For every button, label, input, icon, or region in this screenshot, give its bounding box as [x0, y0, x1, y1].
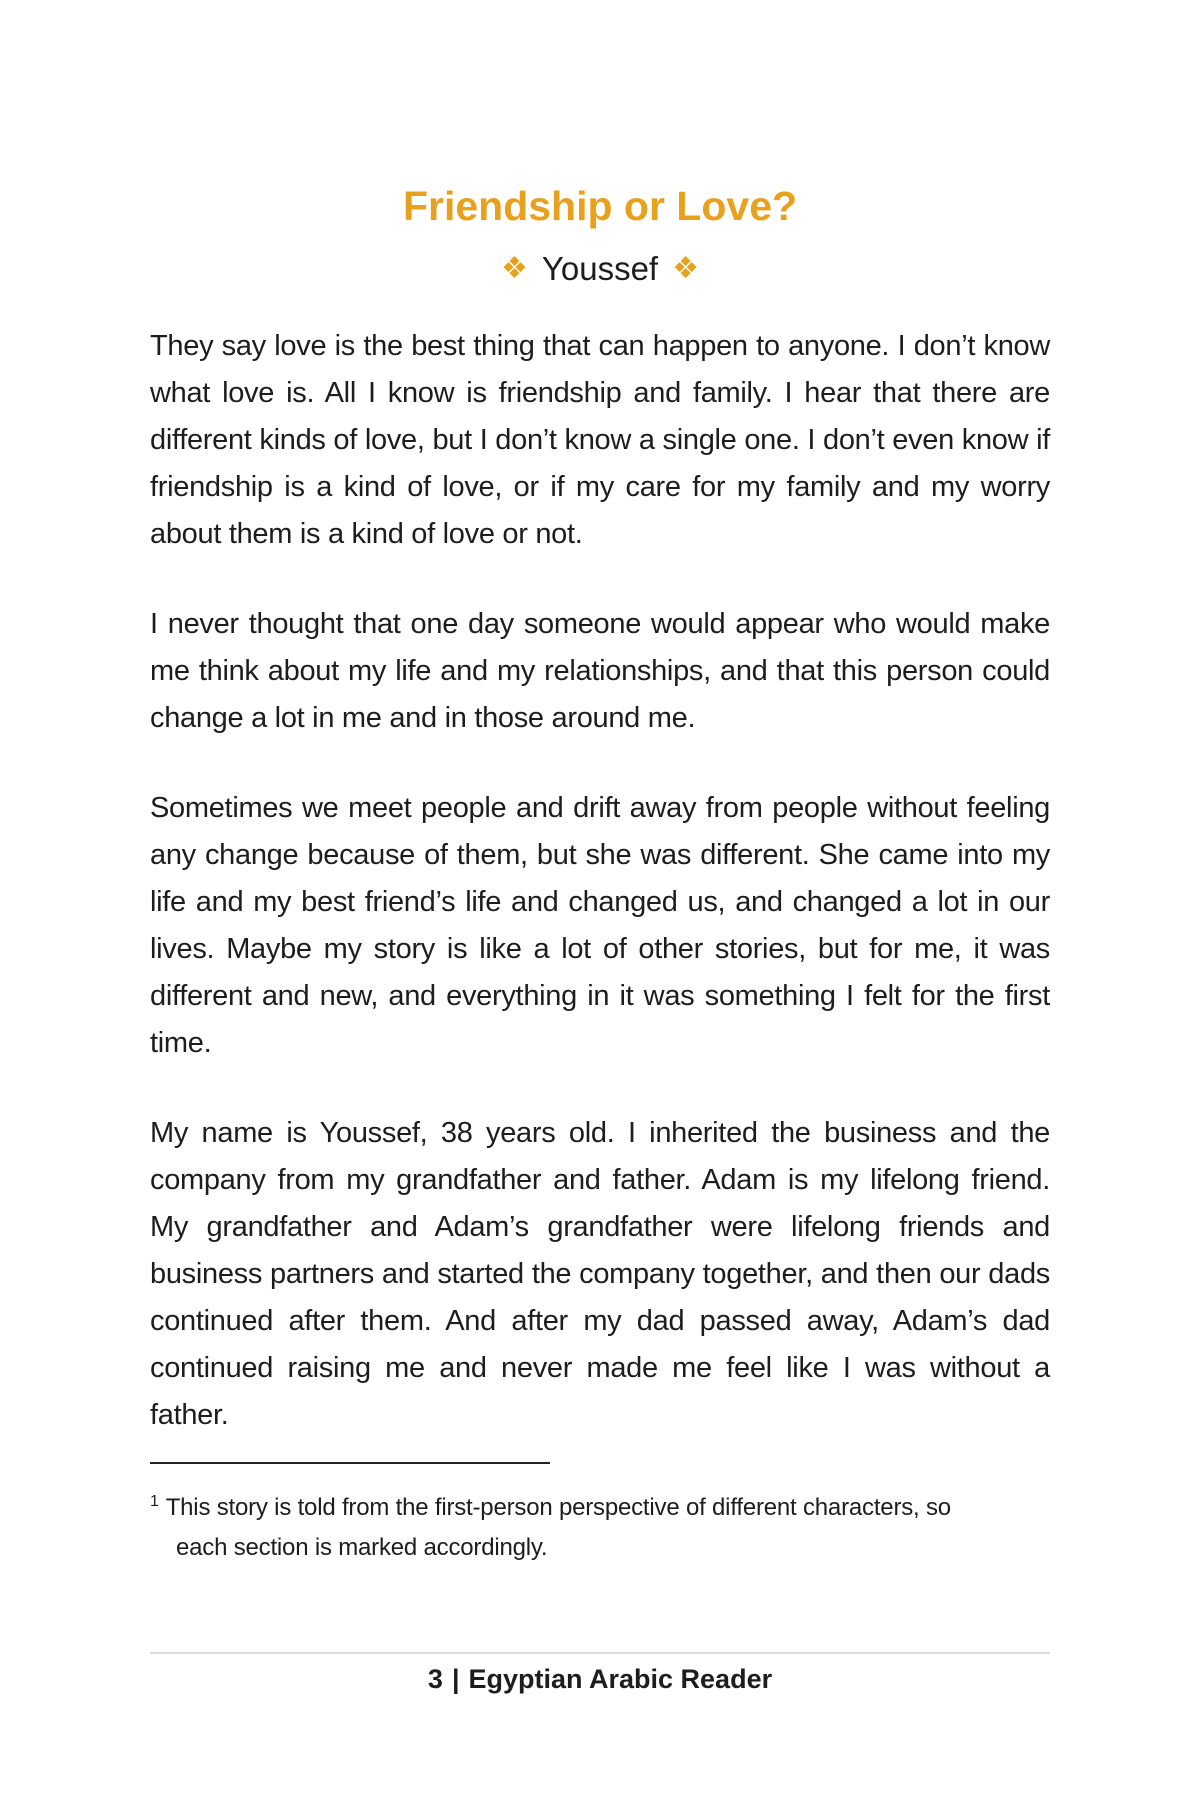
byline [0, 250, 1200, 288]
footnote-separator [150, 1462, 550, 1464]
footnote-marker: 1 [150, 1493, 159, 1510]
footer-separator: | [451, 1664, 460, 1694]
page-number: 3 [427, 1664, 443, 1694]
footnote [150, 1482, 1001, 1568]
diamond-ornament-icon: ❖ [672, 252, 700, 285]
paragraph: I never thought that one day someone would appear who would make me think about my life and my relationships, and that this person could change a lot in me and in those around me. [150, 608, 1050, 734]
footnote-block [150, 1462, 1050, 1568]
footer-rule [150, 1652, 1050, 1654]
page-footer [150, 1652, 1050, 1695]
footnote-text: This story is told from the first-person perspective of different characters, so each section is marked accordingly. [165, 1494, 951, 1561]
book-title: Egyptian Arabic Reader [468, 1664, 773, 1694]
footer-text [150, 1664, 1050, 1695]
byline-name: Youssef [541, 250, 659, 287]
diamond-ornament-icon: ❖ [500, 252, 528, 285]
paragraph: Sometimes we meet people and drift away from people without feeling any change because of them, but she was different. She came into my life and my best friend’s life and changed us, and changed a lot in our lives. Maybe my story is like a lot of other stories, but for me, it was different and new, and everything in it was something I felt for the first time. [150, 792, 1050, 1059]
paragraph: They say love is the best thing that can happen to anyone. I don’t know what love is. All I know is friendship and family. I hear that there are different kinds of love, but I don’t know a single one. I don’t even know if friendship is a kind of love, or if my care for my family and my worry about them is a kind of love or not. [150, 330, 1050, 550]
paragraph: My name is Youssef, 38 years old. I inherited the business and the company from my grandfather and father. Adam is my lifelong friend. My grandfather and Adam’s grandfather were lifelong friends and business partners and started the company together, and then our dads continued after them. And after my dad passed away, Adam’s dad continued raising me and never made me feel like I was without a father. [150, 1117, 1050, 1431]
story-body [150, 323, 1050, 1482]
story-title: Friendship or Love? [402, 183, 798, 230]
